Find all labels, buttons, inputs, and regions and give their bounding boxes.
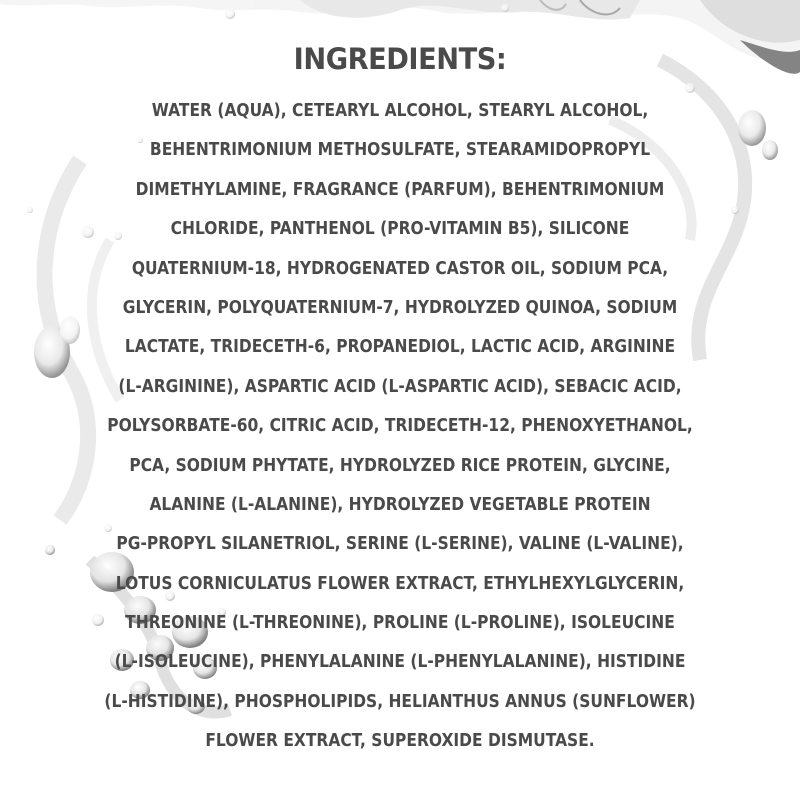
ingredient-line: LOTUS CORNICULATUS FLOWER EXTRACT, ETHYLHEXYLGLYCERIN, — [115, 572, 685, 594]
ingredient-line: ALANINE (L-ALANINE), HYDROLYZED VEGETABLE PROTEIN — [149, 493, 651, 515]
ingredient-line: DIMETHYLAMINE, FRAGRANCE (PARFUM), BEHENTRIMONIUM — [135, 178, 665, 200]
ingredient-line: POLYSORBATE-60, CITRIC ACID, TRIDECETH-12, PHENOXYETHANOL, — [107, 415, 693, 437]
ingredient-line: FLOWER EXTRACT, SUPEROXIDE DISMUTASE. — [205, 730, 595, 752]
ingredient-line: (L-HISTIDINE), PHOSPHOLIPIDS, HELIANTHUS ANNUS (SUNFLOWER) — [104, 690, 696, 712]
ingredients-list — [0, 93, 800, 763]
ingredient-line: PG-PROPYL SILANETRIOL, SERINE (L-SERINE), VALINE (L-VALINE), — [116, 533, 684, 555]
ingredient-line: (L-ISOLEUCINE), PHENYLALANINE (L-PHENYLALANINE), HISTIDINE — [114, 651, 686, 673]
ingredient-line: WATER (AQUA), CETEARYL ALCOHOL, STEARYL ALCOHOL, — [151, 100, 649, 121]
ingredient-line: LACTATE, TRIDECETH-6, PROPANEDIOL, LACTIC ACID, ARGININE — [124, 336, 676, 358]
ingredient-line: PCA, SODIUM PHYTATE, HYDROLYZED RICE PROTEIN, GLYCINE, — [129, 454, 671, 476]
ingredient-line: GLYCERIN, POLYQUATERNIUM-7, HYDROLYZED QUINOA, SODIUM — [122, 296, 678, 318]
ingredients-heading: INGREDIENTS: — [293, 42, 507, 76]
ingredient-line: CHLORIDE, PANTHENOL (PRO-VITAMIN B5), SILICONE — [170, 218, 630, 240]
ingredient-line: THREONINE (L-THREONINE), PROLINE (L-PROLINE), ISOLEUCINE — [125, 612, 675, 634]
ingredient-line: QUATERNIUM-18, HYDROGENATED CASTOR OIL, SODIUM PCA, — [131, 257, 669, 279]
ingredient-line: BEHENTRIMONIUM METHOSULFATE, STEARAMIDOPROPYL — [149, 139, 651, 161]
ingredient-line: (L-ARGININE), ASPARTIC ACID (L-ASPARTIC ACID), SEBACIC ACID, — [118, 375, 682, 397]
